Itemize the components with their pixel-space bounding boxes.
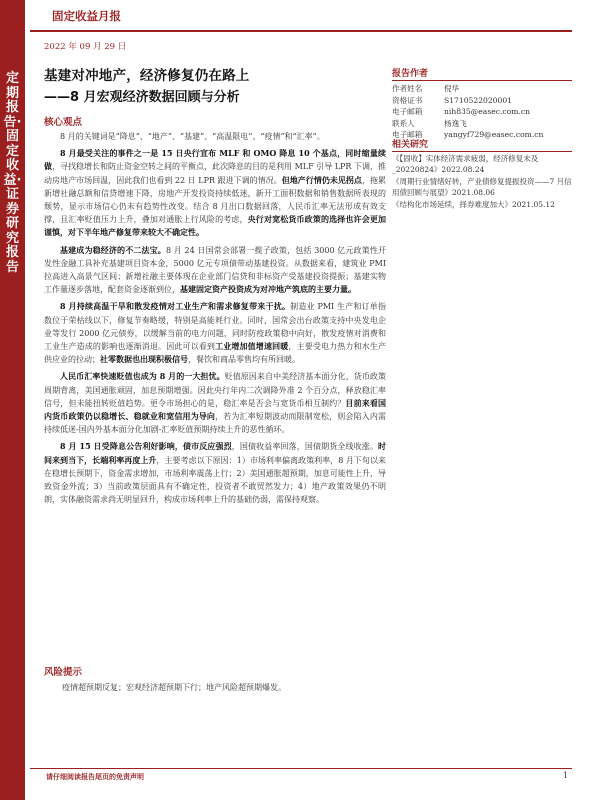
page-subtitle: ——8 月宏观经济数据回顾与分析	[44, 90, 240, 105]
related-item[interactable]: 《周期行业情绪好转，产业债修复提振投资——7 月信用债回顾与展望》2021.08.06	[392, 176, 572, 198]
related-heading-box	[392, 137, 572, 152]
risk-text: 疫情超预期反复；宏观经济超预期下行；地产风险超预期爆发。	[62, 683, 286, 692]
related-research-list	[392, 153, 572, 210]
analyst-heading-box	[392, 66, 572, 81]
contact-email-link[interactable]: yangyf729@easec.com.cn	[444, 130, 544, 140]
analyst-row: 电子邮箱 yangyf729@easec.com.cn	[392, 130, 544, 140]
analyst-row: 电子邮箱 nih835@easec.com.cn	[392, 107, 530, 117]
paragraph-industry: 8 月持续高温干旱和散发疫情对工业生产和需求修复带来干扰。制造业 PMI 生产和订单指数位于荣枯线以下，修复节奏略缓，特别是高能耗行业。同时，国常会出台政策支持中央发电企业等发行 2000 亿元债券，以缓解当前的电力问题，同时防疫政策稳中向好，散发疫情对消费和工业生产造成的影响也逐渐消退。因此可以看到工业增加值增速回暖，主要受电力热力和水生产供应业的拉动；社零数据也出现积极信号，餐饮和商品零售均有所回暖。	[44, 301, 387, 365]
footer-disclaimer: 请仔细阅读报告尾页的免责声明	[46, 772, 144, 781]
section-heading-risk: 风险提示	[44, 667, 83, 678]
sidebar-label: 定期报告·固定收益·证券研究报告	[3, 71, 22, 275]
paragraph-keywords: 8 月的关键词是“降息”、“地产”、“基建”、“高温限电”、“疫情”和“汇率”。	[60, 132, 325, 141]
paragraph-exchange-rate: 人民币汇率快速贬值也成为 8 月的一大担忧。贬值原因来自中美经济基本面分化，货币政策周期背离，美国通胀顽固，加息预期增强。因此央行年内二次调降外准 2 个百分点，释放稳汇率信号，但未能扭转贬值趋势。更令市场担心的是，稳汇率是否会与宽货币相互制约？目前来看国内货币政策仍以稳增长、稳就业和宽信用为导向，若为汇率短期波动而限制宽松，则会陷入内需持续低迷-国内外基本面分化加剧-汇率贬值预期持续上升的恶性循环。	[44, 371, 387, 435]
page-number: 1	[562, 771, 568, 780]
analyst-row: 资格证书 S1710522020001	[392, 95, 513, 105]
paragraph-infrastructure: 基建成为稳经济的不二法宝。8 月 24 日国常会部署一揽子政策，包括 3000 亿元政策性开发性金融工具补充基建项目资本金，5000 亿元专项债带动基建投资。从数据来看，建筑业 PMI 拉高进入高景气区间；新增社融主要体现在企业部门信贷和非标资产受基建投资提振；基建实物工作量逐步落地，配套资金逐渐到位，基建固定资产投资成为对冲地产筑底的主要力量。	[44, 244, 387, 295]
header-divider	[30, 30, 572, 32]
paragraph-rate-cut: 8 月最受关注的事件之一是 15 日央行宣布 MLF 和 OMO 降息 10 个基点，同时缩量续做，寻找稳增长和防止资金空转之间的平衡点，此次降息的目的是利用 MLF 引导 LPR 下调，推动房地产市场回温，因此我们也看到 22 日 LPR 跟进下调的情况。但地产行情仍未见拐点，拖累新增社融总额和信贷增速下降，房地产开发投资持续低迷，新开工面积数据和销售数据所表现的颓势，显示市场信心仍未有趋势性改变。结合 8 月出口数据回落，人民币汇率无法形成有效支撑，且汇率贬值压力上升，叠加对通胀上行风险的考虑，央行对宽松货币政策的选择也许会更加谨慎，对下半年地产修复带来较大不确定性。	[44, 148, 387, 238]
report-body	[44, 130, 386, 510]
report-type-title: 固定收益月报	[52, 9, 121, 23]
report-date: 2022 年 09 月 29 日	[44, 42, 127, 52]
sidebar-band	[0, 0, 25, 800]
footer-divider	[30, 768, 572, 769]
related-item[interactable]: 《结构化市场延续，择券难度加大》2021.05.12	[392, 199, 555, 209]
related-item[interactable]: 《【固收】实体经济需求疲弱，经济修复未及_20220824》2022.08.24	[392, 154, 539, 175]
analyst-info	[392, 83, 572, 141]
related-heading: 相关研究	[392, 140, 429, 150]
analyst-email-link[interactable]: nih835@easec.com.cn	[444, 107, 530, 117]
page-title: 基建对冲地产，经济修复仍在路上	[44, 68, 250, 84]
analyst-heading: 报告作者	[392, 69, 429, 79]
analyst-row: 作者姓名 倪华	[392, 84, 460, 93]
analyst-row: 联系人 杨逸飞	[392, 118, 467, 128]
paragraph-bond-market: 8 月 15 日受降息公告利好影响，债市反应强烈，国债收益率回落，国债期货全线收涨。时间来到当下，长端利率再度上升，主要考虑以下原因：1）市场利率偏离政策利率，8 月下旬以来在稳增长预期下，资金需求增加，市场利率震荡上行；2）美国通胀超预期，加息可能性上升，导致资金外流；3）当前政策层面具有不确定性，投资者不敢贸然发力；4）地产政策效果仍不明朗，实体融资需求尚无明显回升，构成市场利率上升的基础仍弱，需保持观察。	[44, 441, 386, 505]
section-heading-core: 核心观点	[44, 117, 83, 128]
